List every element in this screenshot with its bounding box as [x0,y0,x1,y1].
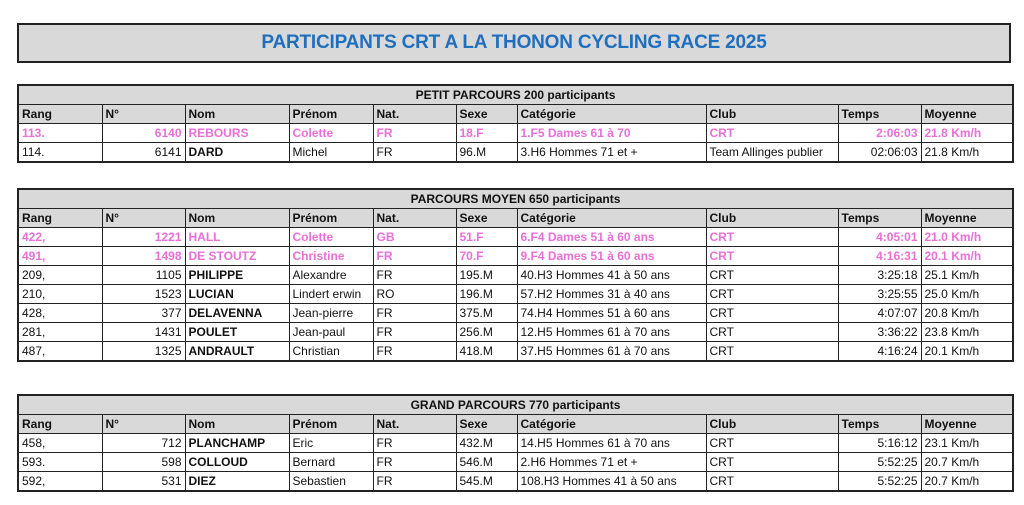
cell-club: CRT [706,247,838,266]
cell-nom: DE STOUTZ [185,247,289,266]
cell-rang: 458, [18,434,102,453]
column-header: Nat. [373,105,456,124]
cell-rang: 593. [18,453,102,472]
cell-categorie: 2.H6 Hommes 71 et + [517,453,706,472]
cell-nat: FR [373,434,456,453]
column-header: Nat. [373,415,456,434]
cell-nat: FR [373,342,456,362]
cell-club: CRT [706,342,838,362]
column-header: Prénom [289,415,373,434]
section-table [17,394,1014,492]
table-row [18,434,1013,453]
column-header: Catégorie [517,209,706,228]
cell-club: CRT [706,124,838,143]
cell-nat: FR [373,143,456,163]
table-row [18,304,1013,323]
cell-categorie: 74.H4 Hommes 51 à 60 ans [517,304,706,323]
column-header: Catégorie [517,415,706,434]
cell-nat: FR [373,266,456,285]
table-header-row [18,209,1013,228]
cell-nom: REBOURS [185,124,289,143]
cell-nat: FR [373,247,456,266]
cell-club: CRT [706,266,838,285]
cell-categorie: 14.H5 Hommes 61 à 70 ans [517,434,706,453]
cell-sexe: 418.M [456,342,517,362]
column-header: N° [102,209,185,228]
column-header: Nom [185,415,289,434]
cell-club: Team Allinges publier [706,143,838,163]
cell-moyenne: 21.8 Km/h [921,124,1013,143]
cell-moyenne: 23.1 Km/h [921,434,1013,453]
cell-nom: COLLOUD [185,453,289,472]
cell-rang: 487, [18,342,102,362]
cell-temps: 5:52:25 [838,453,921,472]
cell-rang: 281, [18,323,102,342]
cell-nat: FR [373,472,456,492]
cell-moyenne: 21.0 Km/h [921,228,1013,247]
section-title: PARCOURS MOYEN 650 participants [18,189,1013,209]
cell-nom: HALL [185,228,289,247]
cell-prenom: Jean-pierre [289,304,373,323]
column-header: Sexe [456,209,517,228]
cell-nom: DIEZ [185,472,289,492]
cell-prenom: Christian [289,342,373,362]
cell-nom: DELAVENNA [185,304,289,323]
cell-temps: 2:06:03 [838,124,921,143]
cell-rang: 113. [18,124,102,143]
page-title-box [17,23,1011,63]
table-row [18,453,1013,472]
section-title: PETIT PARCOURS 200 participants [18,85,1013,105]
cell-club: CRT [706,453,838,472]
section-title: GRAND PARCOURS 770 participants [18,395,1013,415]
cell-moyenne: 23.8 Km/h [921,323,1013,342]
cell-num: 1325 [102,342,185,362]
cell-num: 6141 [102,143,185,163]
cell-prenom: Colette [289,228,373,247]
cell-num: 6140 [102,124,185,143]
column-header: Rang [18,415,102,434]
cell-temps: 4:05:01 [838,228,921,247]
table-row [18,247,1013,266]
page-title: PARTICIPANTS CRT A LA THONON CYCLING RACE 2025 [261,32,767,53]
cell-moyenne: 20.7 Km/h [921,453,1013,472]
cell-temps: 4:16:24 [838,342,921,362]
cell-temps: 4:16:31 [838,247,921,266]
cell-nat: FR [373,323,456,342]
cell-nat: RO [373,285,456,304]
cell-prenom: Eric [289,434,373,453]
cell-moyenne: 21.8 Km/h [921,143,1013,163]
table-row [18,143,1013,163]
table-row [18,228,1013,247]
cell-categorie: 1.F5 Dames 61 à 70 [517,124,706,143]
table-row [18,285,1013,304]
column-header: Temps [838,415,921,434]
cell-rang: 114. [18,143,102,163]
cell-temps: 3:25:55 [838,285,921,304]
section-table [17,188,1014,362]
cell-categorie: 12.H5 Hommes 61 à 70 ans [517,323,706,342]
table-header-row [18,105,1013,124]
cell-categorie: 40.H3 Hommes 41 à 50 ans [517,266,706,285]
column-header: Temps [838,209,921,228]
cell-num: 598 [102,453,185,472]
cell-categorie: 6.F4 Dames 51 à 60 ans [517,228,706,247]
cell-nom: POULET [185,323,289,342]
column-header: Prénom [289,105,373,124]
cell-club: CRT [706,285,838,304]
cell-moyenne: 25.0 Km/h [921,285,1013,304]
cell-num: 531 [102,472,185,492]
table-row [18,266,1013,285]
cell-prenom: Jean-paul [289,323,373,342]
column-header: Temps [838,105,921,124]
column-header: Sexe [456,415,517,434]
cell-temps: 3:36:22 [838,323,921,342]
cell-moyenne: 20.1 Km/h [921,247,1013,266]
cell-num: 1498 [102,247,185,266]
cell-temps: 4:07:07 [838,304,921,323]
cell-temps: 3:25:18 [838,266,921,285]
cell-sexe: 196.M [456,285,517,304]
cell-prenom: Alexandre [289,266,373,285]
cell-categorie: 37.H5 Hommes 61 à 70 ans [517,342,706,362]
column-header: N° [102,415,185,434]
table-header-row [18,415,1013,434]
cell-sexe: 18.F [456,124,517,143]
cell-num: 1221 [102,228,185,247]
cell-prenom: Sebastien [289,472,373,492]
cell-rang: 592, [18,472,102,492]
column-header: Club [706,209,838,228]
table-row [18,124,1013,143]
cell-sexe: 256.M [456,323,517,342]
column-header: Moyenne [921,209,1013,228]
cell-prenom: Lindert erwin [289,285,373,304]
cell-nom: PLANCHAMP [185,434,289,453]
cell-club: CRT [706,304,838,323]
column-header: Moyenne [921,105,1013,124]
cell-nat: FR [373,124,456,143]
column-header: Club [706,105,838,124]
cell-sexe: 545.M [456,472,517,492]
cell-temps: 5:16:12 [838,434,921,453]
column-header: Catégorie [517,105,706,124]
column-header: Rang [18,105,102,124]
cell-sexe: 96.M [456,143,517,163]
column-header: Sexe [456,105,517,124]
column-header: Nat. [373,209,456,228]
cell-rang: 428, [18,304,102,323]
cell-sexe: 195.M [456,266,517,285]
section-table [17,84,1014,163]
cell-temps: 02:06:03 [838,143,921,163]
cell-nom: LUCIAN [185,285,289,304]
cell-num: 1431 [102,323,185,342]
cell-sexe: 51.F [456,228,517,247]
cell-categorie: 108.H3 Hommes 41 à 50 ans [517,472,706,492]
column-header: Moyenne [921,415,1013,434]
cell-categorie: 57.H2 Hommes 31 à 40 ans [517,285,706,304]
column-header: N° [102,105,185,124]
column-header: Nom [185,105,289,124]
cell-nat: FR [373,304,456,323]
cell-club: CRT [706,472,838,492]
cell-nom: DARD [185,143,289,163]
cell-prenom: Bernard [289,453,373,472]
column-header: Club [706,415,838,434]
cell-moyenne: 25.1 Km/h [921,266,1013,285]
cell-sexe: 432.M [456,434,517,453]
cell-moyenne: 20.1 Km/h [921,342,1013,362]
column-header: Rang [18,209,102,228]
cell-prenom: Christine [289,247,373,266]
cell-prenom: Michel [289,143,373,163]
cell-sexe: 546.M [456,453,517,472]
cell-moyenne: 20.7 Km/h [921,472,1013,492]
cell-rang: 210, [18,285,102,304]
cell-prenom: Colette [289,124,373,143]
cell-sexe: 375.M [456,304,517,323]
cell-rang: 209, [18,266,102,285]
cell-num: 377 [102,304,185,323]
cell-rang: 422, [18,228,102,247]
cell-nom: PHILIPPE [185,266,289,285]
cell-club: CRT [706,323,838,342]
table-row [18,472,1013,492]
column-header: Prénom [289,209,373,228]
cell-num: 1105 [102,266,185,285]
column-header: Nom [185,209,289,228]
cell-sexe: 70.F [456,247,517,266]
cell-nat: FR [373,453,456,472]
cell-categorie: 9.F4 Dames 51 à 60 ans [517,247,706,266]
table-row [18,342,1013,362]
cell-moyenne: 20.8 Km/h [921,304,1013,323]
cell-num: 1523 [102,285,185,304]
cell-num: 712 [102,434,185,453]
cell-categorie: 3.H6 Hommes 71 et + [517,143,706,163]
cell-club: CRT [706,228,838,247]
cell-temps: 5:52:25 [838,472,921,492]
table-row [18,323,1013,342]
cell-club: CRT [706,434,838,453]
cell-nom: ANDRAULT [185,342,289,362]
cell-nat: GB [373,228,456,247]
cell-rang: 491, [18,247,102,266]
